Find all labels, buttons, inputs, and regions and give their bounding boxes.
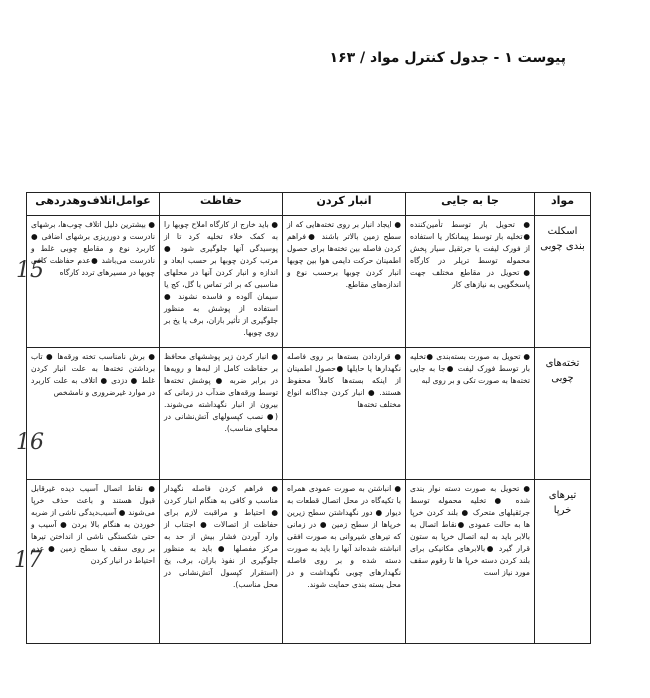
table-row — [27, 348, 591, 480]
storage-cell: ● ایجاد انبار بر روی تخته‌هایی که از سطح زمین بالاتر باشند ●فراهم کردن فاصله بین تخته‌ها برای حصول اطمینان حرکت دایمی هوا بین چوبها انبار کردن چوبها برحسب نوع و اندازه‌های مقاطع. — [283, 216, 406, 348]
margin-number-3: 17 — [14, 548, 42, 573]
protection-cell: ● انبار کردن زیر پوششهای محافظ بر حفاظت کامل از لبه‌ها و رویه‌ها در برابر ضربه ● پوشش تخته‌ها توسط ورقه‌های ضدآب در زمانی که بیرون از انبار نگهداشته می‌شوند. (● نصب کپسولهای آتش‌نشانی در محلهای مناسب). — [160, 348, 283, 480]
protection-cell: ● فراهم کردن فاصله نگهدار مناسب و کافی به هنگام انبار کردن ● احتیاط و مراقبت لازم برای حفاظت از اتصالات ● اجتناب از وارد آوردن فشار بیش از حد به مرکز مفصلها ● باید به منظور جلوگیری از نفوذ باران، برف، یخ (استقرار کپسول آتش‌نشانی در محل مناسب). — [160, 480, 283, 644]
header-moving: جا به جایی — [406, 193, 535, 216]
material-cell: اسکلت بندی چوبی — [535, 216, 591, 348]
table-header-row — [27, 193, 591, 216]
protection-cell: ● باید خارج از کارگاه املاح چوبها را به کمک خلاء تخلیه کرد تا از پوسیدگی آنها جلوگیری شود ● مرتب کردن چوبها بر حسب ابعاد و اندازه و انبار کردن آنها در محلهای مناسبی که بر اثر تماس با گل، کج یا سیمان آلوده و فاسده نشوند ● استفاده از پوشش به منظور جلوگیری از تأثیر باران، برف یا یخ بر روی چوبها. — [160, 216, 283, 348]
moving-cell: ● تحویل بار توسط تأمین‌کننده ●تخلیه بار توسط پیمانکار یا استفاده از فورک لیفت یا جرثقیل سیار پخش محموله توسط تریلر در کارگاه ●تحویل در مقاطع مختلف جهت پاسخگویی به نیازهای کار — [406, 216, 535, 348]
waste-cell: ● برش نامناسب تخته ورقه‌ها ● تاب برداشتن تخته‌ها به علت انبار کردن غلط ● دزدی ● اتلاف به علت کاربرد در موارد غیرضروری و نامشخص — [27, 348, 160, 480]
table-row — [27, 480, 591, 644]
storage-cell: ● قراردادن بسته‌ها بر روی فاصله نگهدارها یا حایلها ●حصول اطمینان از اینکه بسته‌ها کاملاً محفوظ هستند. ● انبار کردن جداگانه انواع مختلف تخته‌ها — [283, 348, 406, 480]
storage-cell: ● انباشتن به صورت عمودی همراه با تکیه‌گاه در محل اتصال قطعات به دیوار ● دور نگهداشتن سطح زیرین خرپاها از سطح زمین ● در زمانی که تیرهای شیروانی به صورت افقی انباشته شده‌اند آنها را باید به صورت دسته شده و بر روی فاصله نگهدارهای چوبی نگهداشت و در محل بسته بندی حمایت شوند. — [283, 480, 406, 644]
header-materials: مواد — [535, 193, 591, 216]
moving-cell: ● تحویل به صورت بسته‌بندی ●تخلیه بار توسط فورک لیفت ●جا به جایی تخته‌ها به صورت تکی و بر روی لبه — [406, 348, 535, 480]
waste-cell: ● بیشترین دلیل اتلاف چوب‌ها، برشهای نادرست و دورریزی برشهای اضافی ● کاربرد نوع و مقاطع چوبی غلط و نادرست می‌باشد ●عدم حفاظت کافی چوبها در مسیرهای تردد کارگاه — [27, 216, 160, 348]
material-control-table — [26, 192, 591, 644]
header-waste-factors: عوامل‌اتلاف‌وهدردهی — [27, 193, 160, 216]
page-header: پیوست ۱ - جدول کنترل مواد / ۱۶۳ — [329, 50, 566, 66]
header-storage: انبار کردن — [283, 193, 406, 216]
margin-number-2: 16 — [16, 430, 44, 455]
waste-cell: ● نقاط اتصال آسیب دیده غیرقابل قبول هستند و باعث حذف خرپا می‌شوند ● آسیب‌دیدگی ناشی از ضربه خوردن به هنگام بالا بردن ● آسیب و حتی شکستگی ناشی از انداختن تیرها بر روی سقف یا سطح زمین ● عدم احتیاط در انبار کردن — [27, 480, 160, 644]
margin-number-1: 15 — [16, 258, 44, 283]
moving-cell: ● تحویل به صورت دسته نوار بندی شده ● تخلیه محموله توسط جرثقیلهای متحرک ● بلند کردن خرپا ها به حالت عمودی ●نقاط اتصال به بالابر باید به لبه اتصال خرپا به ستون قرار گیرد ●بالابرهای مکانیکی برای بلند کردن دسته خرپا ها تا رقوم سقف مورد نیاز است — [406, 480, 535, 644]
material-cell: تخته‌های چوبی — [535, 348, 591, 480]
header-protection: حفاظت — [160, 193, 283, 216]
table-row — [27, 216, 591, 348]
material-cell: تیرهای خرپا — [535, 480, 591, 644]
